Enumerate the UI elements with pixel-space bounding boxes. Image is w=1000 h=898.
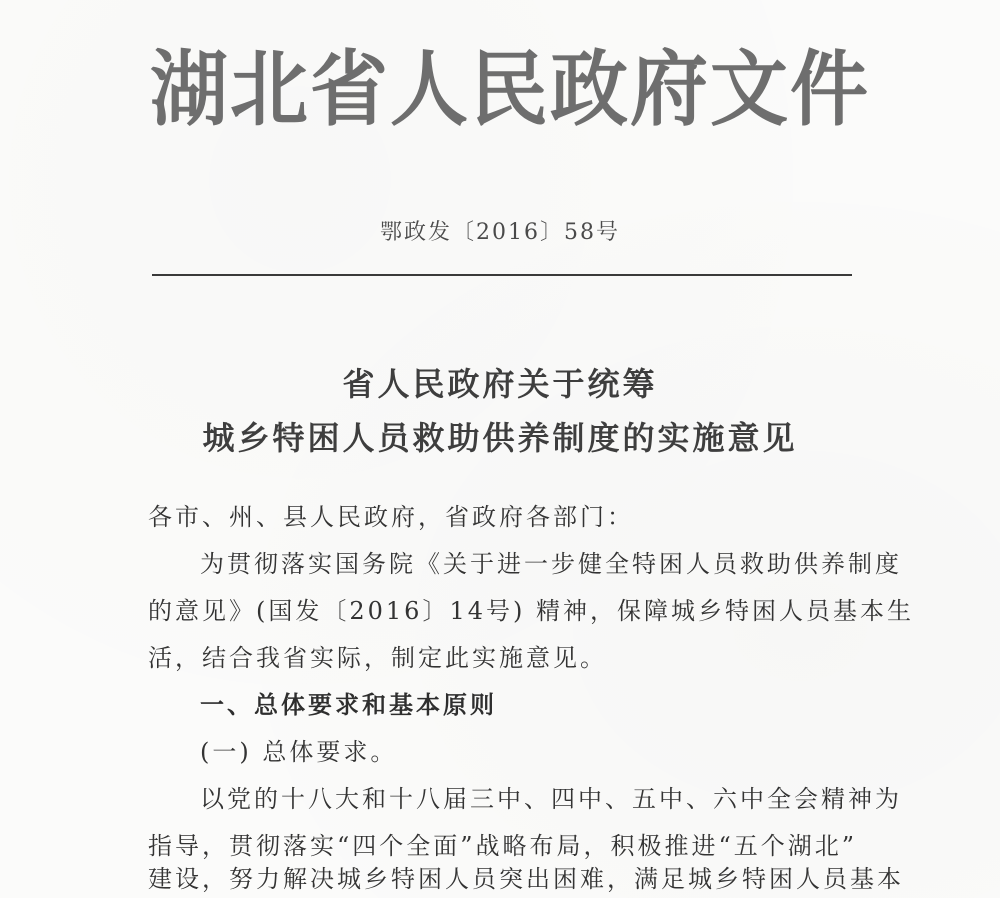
salutation: 各市、州、县人民政府，省政府各部门：: [148, 503, 634, 531]
paragraph-line: 以党的十八大和十八届三中、四中、五中、六中全会精神为: [200, 785, 902, 813]
paragraph-line: 为贯彻落实国务院《关于进一步健全特困人员救助供养制度: [200, 550, 902, 578]
document-title-line-2: 城乡特困人员救助供养制度的实施意见: [202, 419, 798, 457]
section-heading: 一、总体要求和基本原则: [200, 691, 497, 719]
paragraph-line: 活，结合我省实际，制定此实施意见。: [148, 644, 607, 672]
header-divider: [152, 274, 852, 276]
document-number: 鄂政发〔2016〕58号: [380, 220, 620, 245]
issuer-header: 湖北省人民政府文件: [150, 42, 871, 138]
paragraph-line: 指导，贯彻落实“四个全面”战略布局，积极推进“五个湖北”: [148, 832, 858, 860]
document-title-line-1: 省人民政府关于统筹: [342, 365, 658, 403]
paragraph-line: 的意见》(国发〔2016〕14号) 精神，保障城乡特困人员基本生: [148, 597, 914, 625]
subsection-heading: (一) 总体要求。: [200, 738, 398, 766]
paragraph-line: 建设，努力解决城乡特困人员突出困难，满足城乡特困人员基本: [148, 865, 904, 893]
